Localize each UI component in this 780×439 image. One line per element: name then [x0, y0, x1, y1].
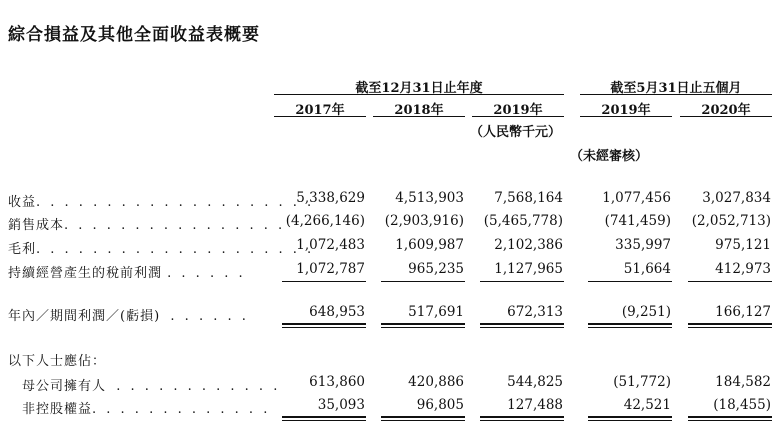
table-cell: 184,582	[715, 374, 771, 390]
table-cell: 1,072,787	[296, 261, 365, 277]
table-cell: 51,664	[623, 261, 671, 277]
table-cell: 1,609,987	[395, 237, 464, 253]
table-cell: 35,093	[317, 397, 365, 413]
table-cell: 672,313	[507, 304, 563, 320]
table-cell: (4,266,146)	[285, 213, 365, 229]
group-header-annual: 截至12月31日止年度	[355, 81, 483, 96]
total-double-rule-bottom	[381, 327, 465, 328]
total-double-rule-top	[688, 416, 772, 418]
page-title: 綜合損益及其他全面收益表概要	[8, 25, 260, 45]
table-cell: 7,568,164	[494, 190, 563, 206]
year-header-2018: 2018年	[394, 103, 444, 118]
table-cell: 1,072,483	[296, 237, 365, 253]
table-cell: (2,903,916)	[384, 213, 464, 229]
table-cell: 965,235	[408, 261, 464, 277]
year-header-2020-period: 2020年	[701, 103, 751, 118]
table-cell: (51,772)	[613, 374, 671, 390]
total-double-rule-top	[688, 323, 772, 325]
table-cell: 42,521	[623, 397, 671, 413]
table-cell: 648,953	[309, 304, 365, 320]
subtotal-rule	[282, 281, 366, 282]
unaudited-note: （未經審核）	[570, 149, 649, 164]
year-header-2019-period: 2019年	[601, 103, 651, 118]
year-rule	[472, 116, 564, 117]
row-label-attributable-to: 以下人士應佔：	[8, 354, 107, 369]
row-label-profit-before-tax: 持續經營產生的稅前利潤 . . . . . .	[8, 266, 246, 281]
table-cell: (741,459)	[604, 213, 671, 229]
table-cell: (18,455)	[713, 397, 771, 413]
table-cell: 1,127,965	[494, 261, 563, 277]
year-header-2019: 2019年	[493, 103, 543, 118]
total-double-rule-bottom	[282, 420, 366, 421]
table-cell: 1,077,456	[602, 190, 671, 206]
subtotal-rule	[688, 281, 772, 282]
table-cell: (9,251)	[621, 304, 671, 320]
group-header-five-months: 截至5月31日止五個月	[610, 81, 742, 96]
table-cell: (5,465,778)	[483, 213, 563, 229]
table-cell: 127,488	[507, 397, 563, 413]
year-rule	[580, 116, 672, 117]
table-cell: 2,102,386	[494, 237, 563, 253]
table-cell: 613,860	[309, 374, 365, 390]
total-double-rule-bottom	[588, 327, 672, 328]
table-cell: 5,338,629	[296, 190, 365, 206]
group-rule-five-months	[580, 94, 772, 95]
table-cell: 166,127	[715, 304, 771, 320]
total-double-rule-bottom	[688, 420, 772, 421]
total-double-rule-bottom	[688, 327, 772, 328]
total-double-rule-bottom	[480, 420, 564, 421]
subtotal-rule	[381, 281, 465, 282]
total-double-rule-top	[588, 416, 672, 418]
year-rule	[274, 116, 366, 117]
row-label-gross-profit: 毛利. . . . . . . . . . . . . . . . . . . .	[8, 242, 315, 257]
total-double-rule-bottom	[282, 327, 366, 328]
subtotal-rule	[588, 281, 672, 282]
unit-note: （人民幣千元）	[470, 125, 562, 140]
total-double-rule-bottom	[381, 420, 465, 421]
table-cell: 96,805	[416, 397, 464, 413]
table-cell: (2,052,713)	[691, 213, 771, 229]
total-double-rule-top	[480, 323, 564, 325]
year-header-2017: 2017年	[295, 103, 345, 118]
total-double-rule-top	[588, 323, 672, 325]
total-double-rule-top	[282, 416, 366, 418]
year-rule	[680, 116, 772, 117]
row-label-non-controlling-interests: 非控股權益. . . . . . . . . . . . .	[22, 402, 271, 417]
total-double-rule-bottom	[588, 420, 672, 421]
total-double-rule-top	[480, 416, 564, 418]
year-rule	[373, 116, 465, 117]
total-double-rule-top	[282, 323, 366, 325]
table-cell: 975,121	[715, 237, 771, 253]
table-cell: 335,997	[615, 237, 671, 253]
table-cell: 412,973	[715, 261, 771, 277]
row-label-owners-of-parent: 母公司擁有人 . . . . . . . . . . . .	[22, 379, 281, 394]
total-double-rule-top	[381, 416, 465, 418]
row-label-profit-for-period: 年內／期間利潤／(虧損) . . . . . .	[8, 309, 249, 324]
row-label-revenue: 收益. . . . . . . . . . . . . . . . . . . .	[8, 195, 315, 210]
row-label-cost-of-sales: 銷售成本. . . . . . . . . . . . . . . .	[8, 218, 286, 233]
table-cell: 3,027,834	[702, 190, 771, 206]
table-cell: 517,691	[408, 304, 464, 320]
total-double-rule-bottom	[480, 327, 564, 328]
group-rule-annual	[274, 94, 564, 95]
table-cell: 4,513,903	[395, 190, 464, 206]
table-cell: 420,886	[408, 374, 464, 390]
subtotal-rule	[480, 281, 564, 282]
total-double-rule-top	[381, 323, 465, 325]
table-cell: 544,825	[507, 374, 563, 390]
